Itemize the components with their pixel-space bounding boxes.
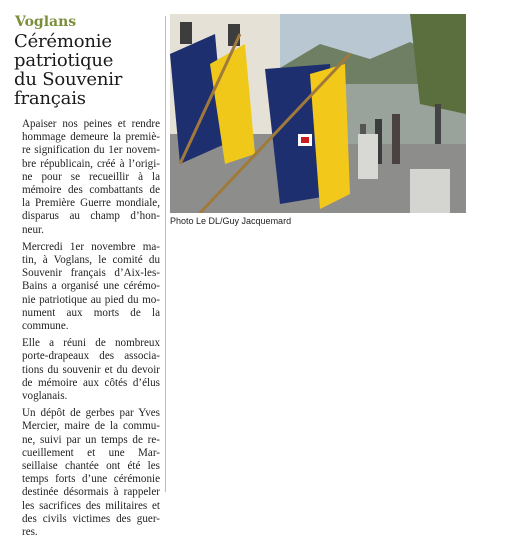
body-line: Mercier, maire de la commu-: [22, 420, 160, 433]
title-line: patriotique: [14, 50, 114, 71]
title-line: français: [14, 88, 86, 109]
body-line: Bains a organisé une cérémo-: [22, 280, 160, 293]
body-line: porte-drapeaux des associa-: [22, 350, 160, 363]
body-line: Souvenir français d’Aix-les-: [22, 267, 160, 280]
article-column: [14, 14, 160, 543]
body-line: la Première Guerre mondiale,: [22, 197, 160, 210]
title-line: du Souvenir: [14, 69, 123, 90]
body-line: neur.: [22, 223, 44, 236]
body-line: nie patriotique au pied du mo-: [22, 293, 160, 306]
body-line: commune.: [22, 320, 69, 333]
body-line: les sacrifices des militaires et: [22, 499, 160, 512]
article-photo: [170, 14, 466, 213]
body-line: Apaiser nos peines et rendre: [22, 118, 160, 130]
article-paragraph: [14, 118, 160, 237]
body-line: Un dépôt de gerbes par Yves: [22, 407, 160, 420]
body-line: temps forts d’une cérémonie: [22, 473, 160, 486]
article-paragraph: [14, 407, 160, 539]
body-line: voglanais.: [22, 390, 68, 403]
body-line: tin, à Voglans, le comité du: [22, 254, 160, 267]
body-line: des civils victimes des guer-: [22, 512, 160, 525]
body-line: seillaise chantée ont été les: [22, 460, 160, 473]
body-line: Mercredi 1er novembre ma-: [22, 240, 160, 253]
body-line: hommage demeure la premiè-: [22, 131, 160, 144]
body-line: nument aux morts de la: [22, 306, 160, 319]
body-line: res.: [22, 526, 38, 539]
title-line: Cérémonie: [14, 31, 112, 52]
body-line: ne pour se recueillir à la: [22, 170, 160, 183]
article-paragraph: [14, 337, 160, 403]
body-line: tions du souvenir et du devoir: [22, 363, 160, 376]
photo-illustration: [170, 14, 466, 213]
article-title: [14, 32, 160, 108]
photo-caption: Photo Le DL/Guy Jacquemard: [170, 216, 292, 226]
article-paragraph: [14, 241, 160, 333]
body-line: re signification du 1er novem-: [22, 144, 160, 157]
body-line: cueillement et une Mar-: [22, 446, 160, 459]
body-line: destinée désormais à rappeler: [22, 486, 160, 499]
article-body: [14, 118, 160, 539]
body-line: ne, suivi par un temps de re-: [22, 433, 160, 446]
body-line: Elle a réuni de nombreux: [22, 337, 160, 350]
body-line: disparus au champ d’hon-: [22, 210, 160, 223]
body-line: de mémoire aux côtés d’élus: [22, 376, 160, 389]
body-line: mémoire des combattants de: [22, 184, 160, 197]
section-label: Voglans: [15, 14, 77, 30]
body-line: bre républicain, créé à l’origi-: [22, 157, 160, 170]
column-divider: [165, 16, 166, 492]
